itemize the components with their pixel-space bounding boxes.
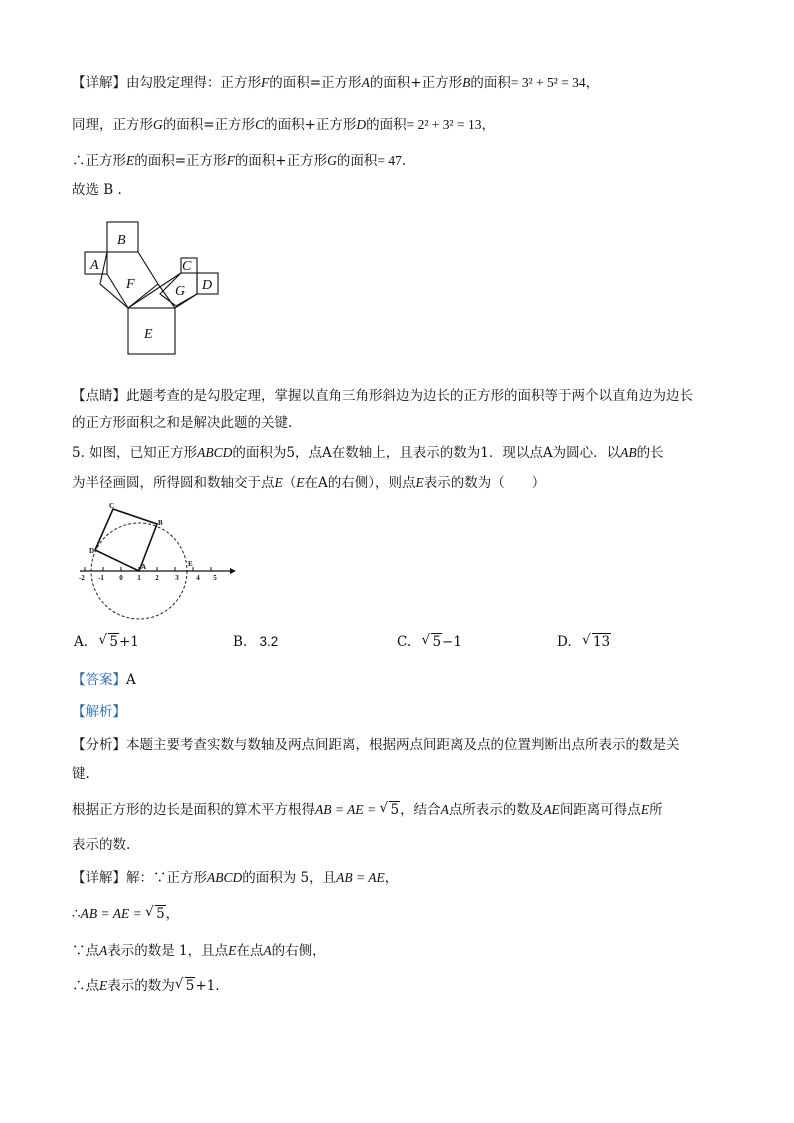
var-E: E xyxy=(126,153,135,168)
var-ABCD: ABCD xyxy=(197,445,233,460)
text: （ xyxy=(282,475,297,491)
var-B: B xyxy=(462,75,471,90)
text: 在点 xyxy=(236,943,264,959)
text: 的面积+正方形 xyxy=(264,117,357,133)
detail-line-1 xyxy=(72,74,599,92)
text: 的右侧， xyxy=(271,943,326,959)
label-E: E xyxy=(144,327,153,342)
var-E: E xyxy=(228,943,237,958)
text: 同理，正方形 xyxy=(72,117,153,133)
option-label: C. xyxy=(397,634,412,650)
label-C: C xyxy=(182,259,192,274)
label-D: D xyxy=(89,547,95,555)
punct: . xyxy=(215,978,220,994)
text: 本题主要考查实数与数轴及两点间距离，根据两点间距离及点的位置判断出点所表示的数是关 xyxy=(126,737,680,753)
punct: ， xyxy=(585,75,600,91)
label-B: B xyxy=(158,519,163,527)
text: 的面积为 5，且 xyxy=(242,870,337,886)
tag-detail: 【详解】 xyxy=(72,870,126,886)
var-G: G xyxy=(153,117,163,132)
var-A: A xyxy=(99,943,108,958)
text: 在A的右侧），则点 xyxy=(304,475,416,491)
equation: = 2² + 3² = 13 xyxy=(406,117,482,132)
square-ABCD xyxy=(95,509,157,571)
answer-value: A xyxy=(126,672,136,688)
jiexi-line: 【解析】 xyxy=(72,704,126,720)
text: −1 xyxy=(442,634,462,650)
equation: AB = AE = xyxy=(315,802,380,817)
option-A xyxy=(74,634,139,650)
var-A: A xyxy=(440,802,449,817)
punct: ， xyxy=(481,117,495,133)
option-label: B. xyxy=(233,634,248,650)
arrow-icon xyxy=(230,568,236,574)
num: 5 xyxy=(286,445,296,461)
var-E: E xyxy=(296,475,305,490)
detail2-line xyxy=(72,869,398,887)
var-D: D xyxy=(356,117,367,132)
label-G: G xyxy=(175,284,186,299)
question-5-line-1 xyxy=(72,444,664,462)
punct: ， xyxy=(384,870,399,886)
text: 此题考查的是勾股定理，掌握以直角三角形斜边为边长的正方形的面积等于两个以直角边为边长 xyxy=(126,388,693,404)
step-2-line xyxy=(72,942,326,960)
text: 的面积=正方形 xyxy=(162,117,256,133)
label-A: A xyxy=(90,258,99,273)
text: 解：∵正方形 xyxy=(126,870,207,886)
radicand: 5 xyxy=(432,634,442,650)
var-C: C xyxy=(255,117,265,132)
tag-dianjing: 【点睛】 xyxy=(72,388,126,404)
var-E: E xyxy=(274,475,283,490)
choose-line: 故选 B . xyxy=(72,182,122,198)
text: 所 xyxy=(649,802,663,818)
detail-line-2 xyxy=(72,116,495,134)
sqrt xyxy=(379,801,400,819)
label-F: F xyxy=(126,277,135,292)
label-E: E xyxy=(188,560,193,568)
punct: . xyxy=(401,153,407,169)
text: 由勾股定理得：正方形 xyxy=(126,75,261,91)
dianjing-line-1 xyxy=(72,387,693,405)
answer-line xyxy=(72,671,136,689)
text: 的长 xyxy=(636,445,664,461)
option-label: D. xyxy=(557,634,572,650)
var-E: E xyxy=(415,475,424,490)
text: 的面积为 xyxy=(232,445,287,461)
var-AE: AE xyxy=(543,802,560,817)
text: 的面积 xyxy=(366,117,407,133)
text: 的面积+正方形 xyxy=(234,153,328,169)
tick-label: 3 xyxy=(175,574,179,582)
var-ABCD: ABCD xyxy=(207,870,243,885)
var-G: G xyxy=(327,153,337,168)
fenxi-line-2: 键. xyxy=(72,766,90,782)
sqrt xyxy=(582,634,611,650)
text: 表示的数为（ ） xyxy=(423,475,546,491)
tick-label: -2 xyxy=(79,574,85,582)
equation: AB = AE = xyxy=(80,906,146,921)
text: 的面积 xyxy=(336,153,378,169)
equation: = 47 xyxy=(377,153,402,168)
equation: = 3² + 5² = 34 xyxy=(510,75,586,90)
tick-label: 5 xyxy=(213,574,217,582)
option-value: 3.2 xyxy=(259,634,279,649)
text: 为半径画圆，所得圆和数轴交于点 xyxy=(72,475,275,491)
text: 的面积=正方形 xyxy=(134,153,227,169)
radicand: 5 xyxy=(109,634,118,650)
fenxi-line-1 xyxy=(72,736,680,754)
text: ∵点 xyxy=(72,943,99,959)
text: ，点A在数轴上，且表示的数为 xyxy=(295,445,481,461)
tick-label: 0 xyxy=(119,574,123,582)
var-F: F xyxy=(261,75,270,90)
text: 5. 如图，已知正方形 xyxy=(72,445,198,461)
sqrt xyxy=(175,977,196,995)
label-C: C xyxy=(109,502,115,510)
tag-detail: 【详解】 xyxy=(72,75,126,91)
detail-line-3 xyxy=(72,152,406,170)
option-label: A. xyxy=(74,634,89,650)
label-B: B xyxy=(117,233,126,248)
text: +1 xyxy=(118,634,139,650)
step-3-line xyxy=(72,977,220,995)
dianjing-line-2: 的正方形面积之和是解决此题的关键. xyxy=(72,415,293,431)
var-A: A xyxy=(263,943,272,958)
radicand: 13 xyxy=(592,634,611,650)
tag-answer: 【答案】 xyxy=(72,672,126,688)
text: 间距离可得点 xyxy=(559,802,641,818)
text: 根据正方形的边长是面积的算术平方根得 xyxy=(72,802,315,818)
var-AB: AB xyxy=(620,445,637,460)
text: ∴ xyxy=(72,906,81,922)
option-D xyxy=(557,634,611,650)
var-A: A xyxy=(361,75,370,90)
tag-fenxi: 【分析】 xyxy=(72,737,126,753)
var-E: E xyxy=(99,978,108,993)
radicand: 5 xyxy=(185,978,195,994)
label-A: A xyxy=(141,563,147,571)
text: 的面积=正方形 xyxy=(269,75,362,91)
tick-label: -1 xyxy=(98,574,104,582)
text: 的面积+正方形 xyxy=(369,75,463,91)
sqrt xyxy=(421,634,442,650)
text: ∴正方形 xyxy=(72,153,126,169)
text: 表示的数为 xyxy=(107,978,175,994)
text: 点所表示的数及 xyxy=(448,802,544,818)
reason-line-1 xyxy=(72,801,663,819)
var-E: E xyxy=(640,802,650,817)
punct: ， xyxy=(165,906,180,922)
radicand: 5 xyxy=(156,906,165,922)
step-1-line xyxy=(72,905,179,923)
text: ∴点 xyxy=(72,978,99,994)
label-D: D xyxy=(202,278,213,293)
question-5-line-2 xyxy=(72,474,545,492)
number-line-circle-figure xyxy=(74,500,239,622)
option-C xyxy=(397,634,462,650)
equation: AB = AE xyxy=(336,870,385,885)
text: ．现以点A为圆心．以 xyxy=(488,445,621,461)
tick-label: 4 xyxy=(196,574,200,582)
sqrt xyxy=(145,905,166,923)
tick-label: 2 xyxy=(155,574,159,582)
text: 表示的数是 1，且点 xyxy=(107,943,229,959)
radicand: 5 xyxy=(390,802,400,818)
text: +1 xyxy=(195,978,216,994)
sqrt xyxy=(98,634,119,650)
tick-label: 1 xyxy=(137,574,141,582)
text: 的面积 xyxy=(470,75,511,91)
var-F: F xyxy=(226,153,235,168)
option-B xyxy=(233,634,278,650)
pythagoras-squares-figure xyxy=(80,218,225,358)
reason-line-2: 表示的数. xyxy=(72,837,131,853)
num: 1 xyxy=(480,445,489,461)
text: ，结合 xyxy=(400,802,441,818)
